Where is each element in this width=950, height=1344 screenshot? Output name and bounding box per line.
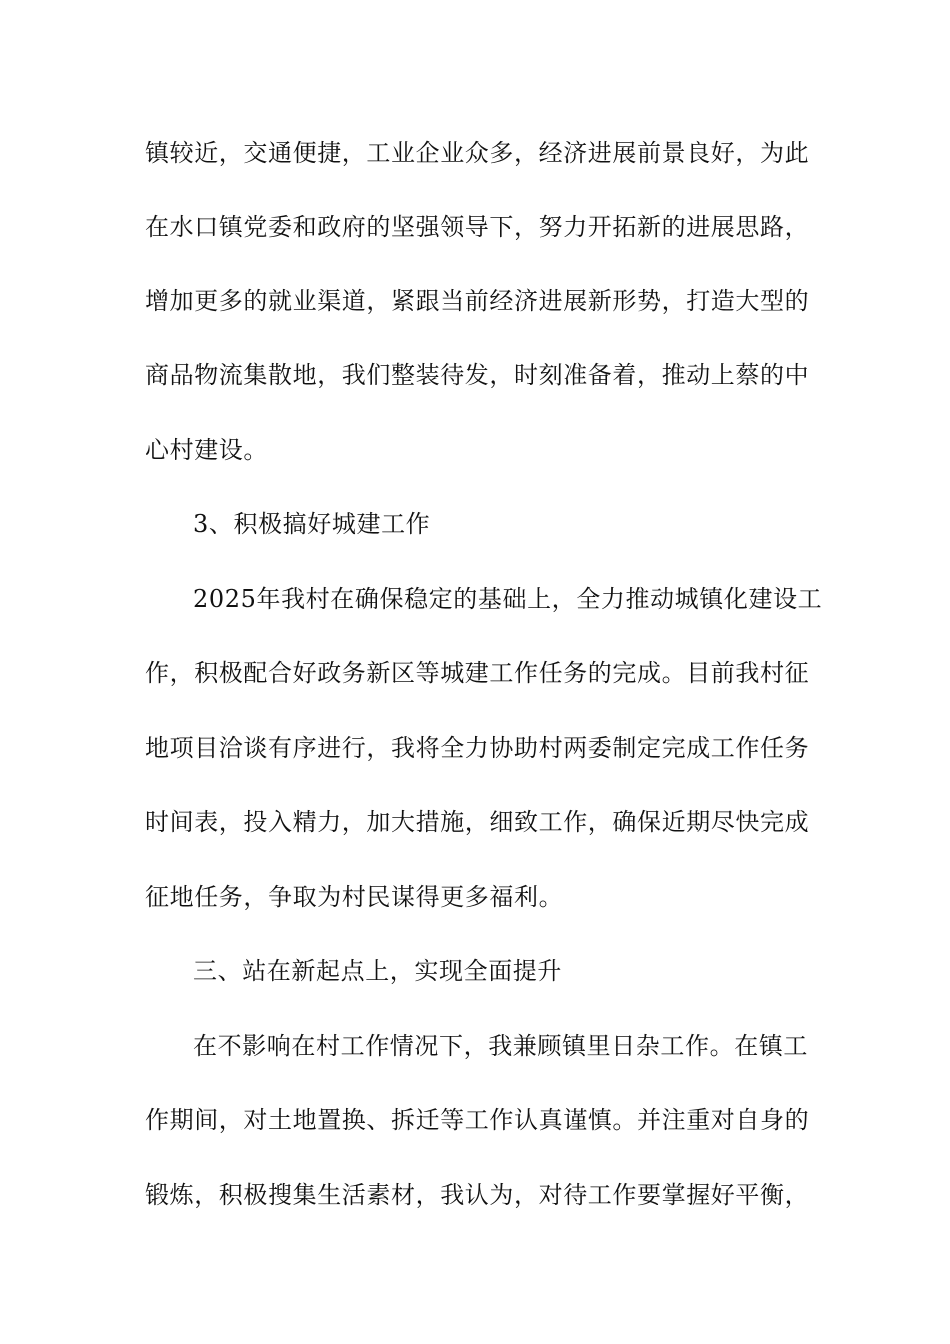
section-heading: 三、站在新起点上，实现全面提升 (193, 957, 562, 985)
text-line: 增加更多的就业渠道，紧跟当前经济进展新形势，打造大型的 (145, 287, 810, 315)
text-line: 锻炼，积极搜集生活素材，我认为，对待工作要掌握好平衡， (145, 1181, 810, 1209)
section-heading: 3、积极搞好城建工作 (193, 510, 431, 538)
text-line: 心村建设。 (145, 436, 268, 464)
text-line: 商品物流集散地，我们整装待发，时刻准备着，推动上蔡的中 (145, 361, 810, 389)
text-line: 征地任务，争取为村民谋得更多福利。 (145, 883, 564, 911)
text-line: 地项目洽谈有序进行，我将全力协助村两委制定完成工作任务 (145, 734, 810, 762)
text-line: 在不影响在村工作情况下，我兼顾镇里日杂工作。在镇工 (193, 1032, 808, 1060)
text-line: 作，积极配合好政务新区等城建工作任务的完成。目前我村征 (145, 659, 810, 687)
text-line: 时间表，投入精力，加大措施，细致工作，确保近期尽快完成 (145, 808, 810, 836)
text-line: 2025年我村在确保稳定的基础上，全力推动城镇化建设工 (193, 585, 823, 613)
text-line: 作期间，对土地置换、拆迁等工作认真谨慎。并注重对自身的 (145, 1106, 810, 1134)
text-line: 在水口镇党委和政府的坚强领导下，努力开拓新的进展思路， (145, 213, 810, 241)
text-line: 镇较近，交通便捷，工业企业众多，经济进展前景良好，为此 (145, 139, 810, 167)
